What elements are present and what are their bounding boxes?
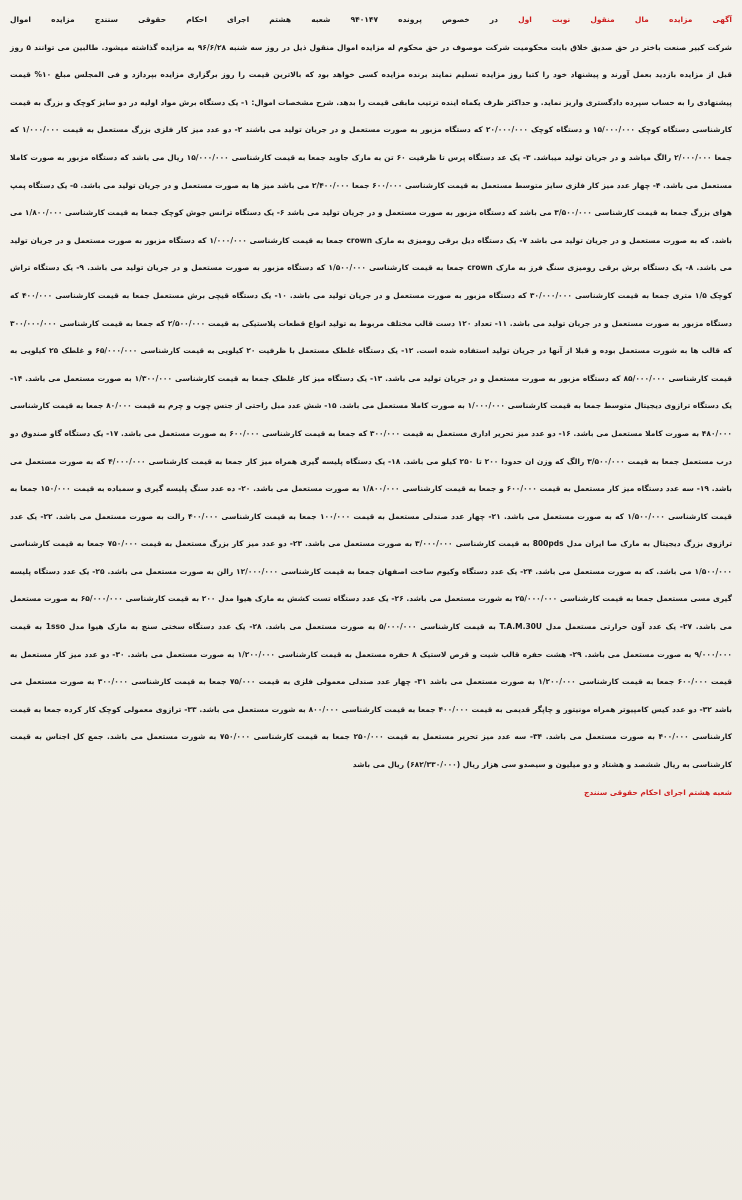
notice-title-line [10,6,732,34]
notice-title-rest: در خصوص پرونده ۹۴۰۱۴۷ شعبه هشتم اجرای احکام حقوقی سنندج مزایده اموال [10,15,519,24]
notice-footer: شعبه هشتم اجرای احکام حقوقی سنندج [583,787,732,797]
notice-body: شرکت کبیر صنعت باختر در حق صدیق خلاق بابت محکومیت شرکت موصوف در حق محکوم له مزایده اموال منقول ذیل در روز سه شنبه ۹۶/۶/۲۸ به مزایده گذاشته میشود. طالبین می توانند ۵ روز قبل از مزایده بازدید بعمل آورند و پیشنهاد خود را کتبا روز مزایده تسلیم نمایند برنده مزایده کسی خواهد بود که بالاترین قیمت را روز برگزاری مزایده بپردازد و فی المجلس مبلغ ۱۰% قیمت پیشنهادی را به حساب سپرده دادگستری واریز نماید. و حداکثر ظرف یکماه اینده ترتیب مابقی قیمت را بدهد. شرح مشخصات اموال: ۱- یک دستگاه برش مواد اولیه در دو سایز کوچک و بزرگ به قیمت کارشناسی دستگاه کوچک ۱۵/۰۰۰/۰۰۰ و دستگاه کوچک ۲۰/۰۰۰/۰۰۰ که دستگاه مزبور به صورت مستعمل و در جریان تولید می باشند ۲- دو عدد میز کار فلزی بزرگ مستعمل به قیمت ۱/۰۰۰/۰۰۰ که جمعا ۲/۰۰۰/۰۰۰ رالگ میاشد و در جریان تولید میباشد. ۳- یک عد دستگاه پرس تا ظرفیت ۶۰ تن به مارک جاوید جمعا به قیمت کارشناسی ۱۵/۰۰۰/۰۰۰ ریال می باشد که دستگاه مزبور به صورت کاملا مستعمل می باشد. ۴- چهار عدد میز کار فلزی سایز متوسط مستعمل به قیمت کارشناسی ۶۰۰/۰۰۰ جمعا ۲/۴۰۰/۰۰۰ می باشد میز ها به صورت مستعمل و در جریان تولید می باشد. ۵- یک دستگاه پمپ هوای بزرگ جمعا به قیمت کارشناسی ۳/۵۰۰/۰۰۰ می باشد که دستگاه مزبور به صورت مستعمل و در جریان تولید می باشد ۶- یک دستگاه ترانس جوش کوچک جمعا به قیمت کارشناسی ۱/۸۰۰/۰۰۰ می باشد. که به صورت مستعمل و در جریان تولید می باشد ۷- یک دستگاه دیل برقی رومیزی به مارک crown جمعا به قیمت کارشناسی ۱/۰۰۰/۰۰۰ که دستگاه مزبور به صورت مستعمل و در جریان تولید می باشد. ۸- یک دستگاه برش برقی رومیزی سنگ فرز به مارک crown جمعا به قیمت کارشناسی ۱/۵۰۰/۰۰۰ که دستگاه مزبور به صورت مستعمل و در جریان تولید می باشد. ۹- یک دستگاه تراش کوچک ۱/۵ متری جمعا به قیمت کارشناسی ۳۰/۰۰۰/۰۰۰ که دستگاه مزبور به صورت مستعمل و در جریان تولید می باشد. ۱۰- یک دستگاه قیچی برش مستعمل جمعا به قیمت کارشناسی ۴۰۰/۰۰۰ که دستگاه مزبور به صورت مستعمل و در جریان تولید می باشد. ۱۱- تعداد ۱۲۰ دست قالب مختلف مربوط به تولید انواع قطعات پلاستیکی به قیمت ۲/۵۰۰/۰۰۰ که جمعا به قیمت کارشناسی ۳۰۰/۰۰۰/۰۰۰ که قالب ها به شورت مستعمل بوده و قبلا از آنها در جریان تولید استفاده شده است. ۱۲- یک دستگاه غلطک مستعمل با ظرفیت ۲۰ کیلویی به قیمت کارشناسی ۶۵/۰۰۰/۰۰۰ و غلطک ۲۵ کیلویی به قیمت کارشناسی ۸۵/۰۰۰/۰۰۰ که دستگاه مزبور به صورت مستعمل و در جریان تولید می باشد. ۱۳- یک دستگاه میز کار غلطک جمعا به قیمت کارشناسی ۱/۳۰۰/۰۰۰ به صورت مستعمل می باشد. ۱۴- یک دستگاه ترازوی دیجیتال متوسط جمعا به قیمت کارشناسی ۱/۰۰۰/۰۰۰ به صورت کاملا مستعمل می باشد. ۱۵- شش عدد مبل راحتی از جنس چوب و چرم به قیمت ۸۰/۰۰۰ جمعا به قیمت کارشناسی ۴۸۰/۰۰۰ به صورت کاملا مستعمل می باشد. ۱۶- دو عدد میز تحریر اداری مستعمل به قیمت ۳۰۰/۰۰۰ که جمعا به قیمت کارشناسی ۶۰۰/۰۰۰ به صورت مستعمل می باشد. ۱۷- یک دستگاه گاو صندوق دو درب مستعمل جمعا به قیمت ۳/۵۰۰/۰۰۰ رالگ که وزن ان حدودا ۲۰۰ تا ۲۵۰ کیلو می باشد. ۱۸- یک دستگاه پلیسه گیری همراه میز کار جمعا به قیمت کارشناسی ۴/۰۰۰/۰۰۰ که به صورت مستعمل می باشد. ۱۹- سه عدد دستگاه میز کار مستعمل به قیمت ۶۰۰/۰۰۰ و جمعا به قیمت کارشناسی ۱/۸۰۰/۰۰۰ به صورت مستعمل می باشد. ۲۰- ده عدد سنگ پلیسه گیری و سمباده به قیمت ۱۵۰/۰۰۰ جمعا به قیمت کارشناسی ۱/۵۰۰/۰۰۰ که به صورت مستعمل می باشد. ۲۱- چهار عدد صندلی مستعمل به قیمت ۱۰۰/۰۰۰ جمعا به قیمت کارشناسی ۴۰۰/۰۰۰ رالت به صورت مستعمل می باشد. ۲۲- یک عدد ترازوی بزرگ دیجیتال به مارک صا ایران مدل 800pds به قیمت کارشناسی ۳/۰۰۰/۰۰۰ به صورت مستعمل می باشد. ۲۳- دو عدد میز کار بزرگ مستعمل به قیمت ۷۵۰/۰۰۰ جمعا به قیمت کارشناسی ۱/۵۰۰/۰۰۰ می باشد. که به صورت مستعمل می باشد. ۲۴- یک عدد دستگاه وکیوم ساخت اصفهان جمعا به قیمت کارشناسی ۱۲/۰۰۰/۰۰۰ رالن به صورت مستعمل می باشد. ۲۵- یک عدد دستگاه پلیسه گیری مسی مستعمل جمعا به قیمت کارشناسی ۲۵/۰۰۰/۰۰۰ به شورت مستعمل می باشد. ۲۶- یک عدد دستگاه تست کشش به مارک هیوا مدل ۲۰۰ به قیمت کارشناسی ۶۵/۰۰۰/۰۰۰ به صورت مستعمل می باشد. ۲۷- یک عدد آون حرارتی مستعمل مدل T.A.M.30U به قیمت کارشناسی ۵/۰۰۰/۰۰۰ به صورت مستعمل می باشد. ۲۸- یک عدد دستگاه سختی سنج به مارک هیوا مدل 1sso به قیمت ۹/۰۰۰/۰۰۰ به صورت مستعمل می باشد. ۲۹- هشت حفره قالب شیت و قرص لاستیک ۸ حفره مستعمل به قیمت کارشناسی ۱/۲۰۰/۰۰۰ به صورت مستعمل می باشد. ۳۰- دو عدد میز کار مستعمل به قیمت ۶۰۰/۰۰۰ جمعا به قیمت کارشناسی ۱/۲۰۰/۰۰۰ به صورت مستعمل می باشد ۳۱- چهار عدد صندلی معمولی فلزی به قیمت ۷۵/۰۰۰ جمعا به قیمت کارشناسی ۳۰۰/۰۰۰ به صورت مستعمل می باشد ۳۲- دو عدد کیس کامپیوتر همراه مونیتور و چاپگر قدیمی به قیمت ۴۰۰/۰۰۰ جمعا به قیمت کارشناسی ۸۰۰/۰۰۰ به شورت مستعمل می باشد. ۳۳- ترازوی معمولی کوچک کار کرده جمعا به قیمت کارشناسی ۴۰۰/۰۰۰ به صورت مستعمل می باشد. ۳۴- سه عدد میز تحریر مستعمل به قیمت ۲۵۰/۰۰۰ جمعا به قیمت کارشناسی ۷۵۰/۰۰۰ به شورت مستعمل می باشد. جمع کل اجناس به قیمت کارشناسی به ریال ششصد و هشتاد و دو میلیون و سیصدو سی هزار ریال (۶۸۲/۳۳۰/۰۰۰) ریال می باشد [10,42,733,770]
notice-headline: آگهی مزایده مال منقول نوبت اول [518,15,733,24]
